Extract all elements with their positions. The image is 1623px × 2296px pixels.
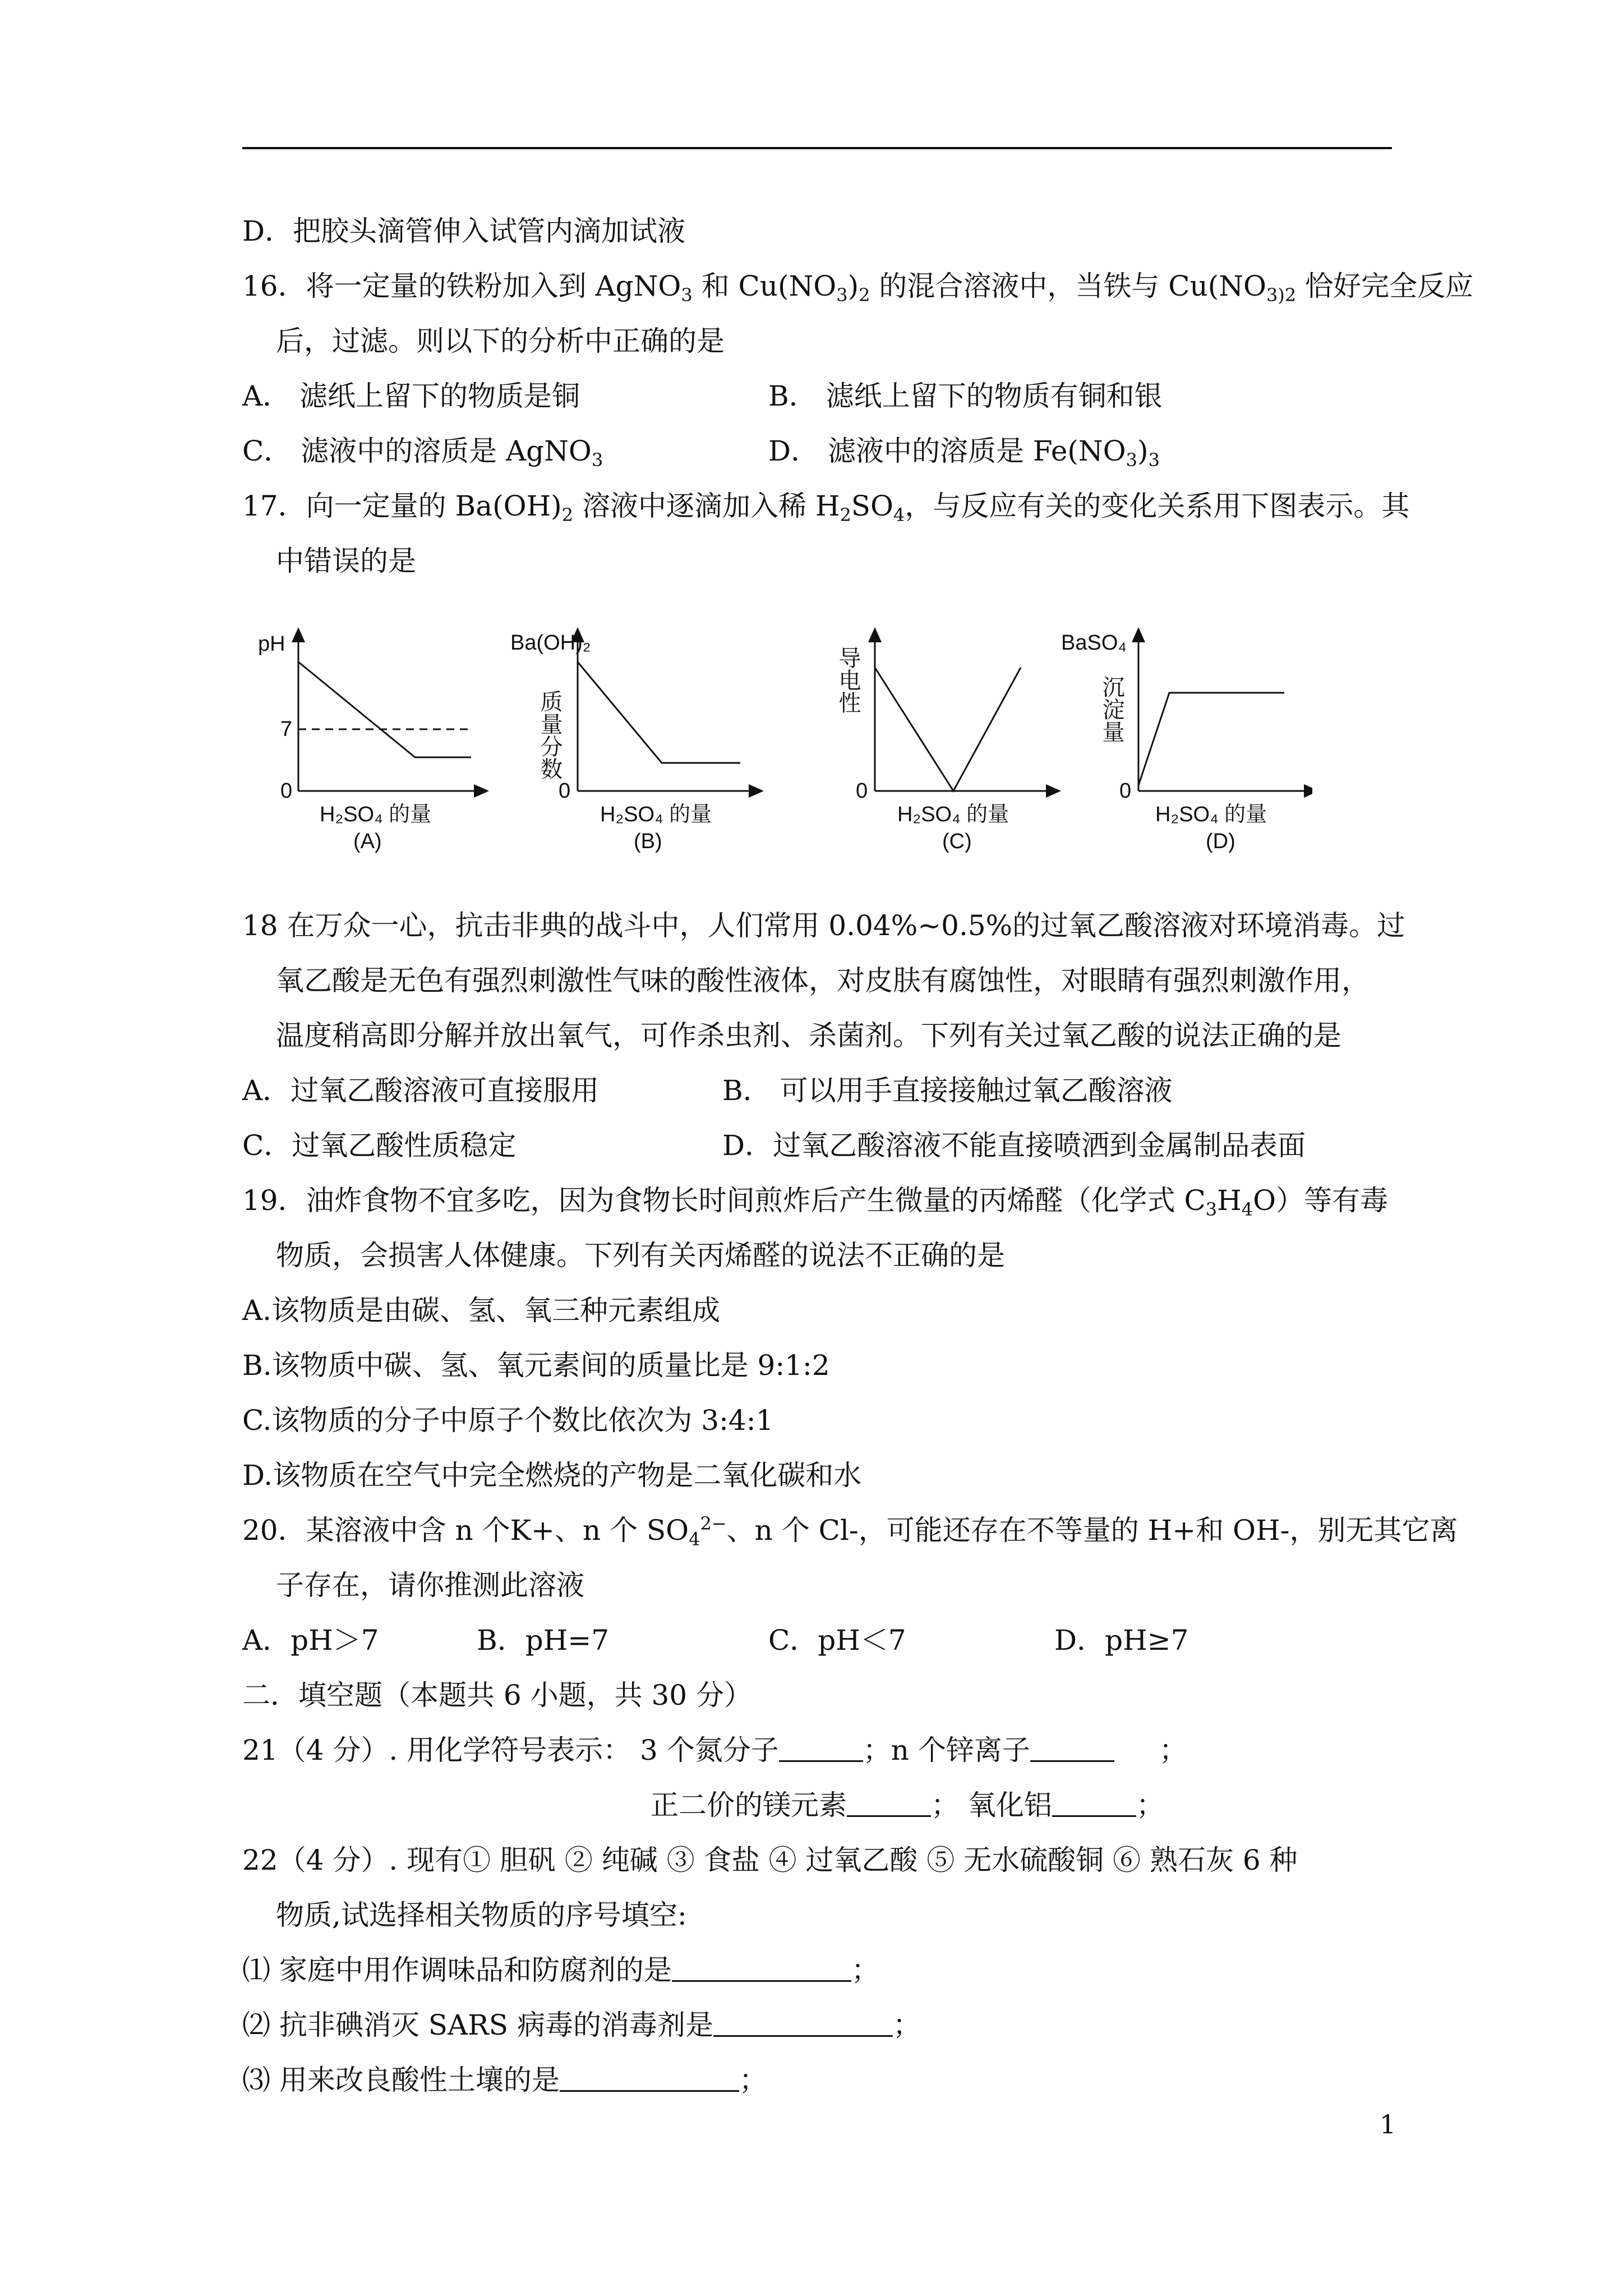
section-2-heading: 二．填空题（本题共 6 小题，共 30 分） xyxy=(242,1679,753,1711)
q17-line-2: 中错误的是 xyxy=(276,545,416,577)
header-rule xyxy=(242,147,1392,149)
graph-d xyxy=(1061,631,1312,853)
graph-c-caption: (C) xyxy=(942,830,972,853)
q18-option-a: A．过氧乙酸溶液可直接服用 xyxy=(242,1074,600,1107)
q20-line-1: 20．某溶液中含 n 个K+、n 个 $SO_4^{2-}$、n 个 Cl-，可能还存在不等量的 H+和 OH-，别无其它离 xyxy=(242,1513,1458,1550)
q21-blank-3[interactable] xyxy=(847,1791,931,1817)
q22-line-2: 物质,试选择相关物质的序号填空: xyxy=(276,1899,687,1931)
graph-a xyxy=(258,632,482,853)
graph-a-ylabel: pH xyxy=(258,632,285,656)
q20-option-d: D．pH≥7 xyxy=(1054,1624,1189,1657)
q19-option-c: C.该物质的分子中原子个数比依次为 3:4:1 xyxy=(242,1404,774,1437)
q20-line-2: 子存在，请你推测此溶液 xyxy=(276,1569,584,1602)
graph-d-xlabel: H₂SO₄ 的量 xyxy=(1155,803,1267,826)
q20-option-c: C．pH＜7 xyxy=(768,1624,906,1657)
q22-item-1: ⑴ 家庭中用作调味品和防腐剂的是 ； xyxy=(242,1954,879,1986)
page-number: 1 xyxy=(1380,2109,1396,2139)
q18-option-d: D．过氧乙酸溶液不能直接喷洒到金属制品表面 xyxy=(722,1129,1306,1162)
graph-d-ylabel-top: BaSO₄ xyxy=(1061,631,1127,655)
q21-blank-4[interactable] xyxy=(1052,1791,1136,1817)
graph-b-ylabel-top: Ba(OH)₂ xyxy=(510,631,591,655)
q16-option-b: B． 滤纸上留下的物质有铜和银 xyxy=(768,380,1163,412)
q17-graphs-figure xyxy=(247,617,1312,875)
q18-line-1: 18 在万众一心，抗击非典的战斗中，人们常用 0.04%~0.5%的过氧乙酸溶液对环境消毒。过 xyxy=(242,909,1405,942)
q21-line-2: 正二价的镁元素 ； 氧化铝 ； xyxy=(651,1789,1164,1821)
graph-c xyxy=(836,634,1054,853)
graph-c-xlabel: H₂SO₄ 的量 xyxy=(897,803,1009,826)
q19-option-b: B.该物质中碳、氢、氧元素间的质量比是 9:1:2 xyxy=(242,1349,830,1382)
q22-item-2: ⑵ 抗非碘消灭 SARS 病毒的消毒剂是 ； xyxy=(242,2009,921,2041)
q16-line-2: 后，过滤。则以下的分析中正确的是 xyxy=(276,325,725,357)
graph-b-caption: (B) xyxy=(634,830,662,853)
graph-b xyxy=(510,631,757,853)
q22-blank-1[interactable] xyxy=(672,1955,851,1982)
q18-line-3: 温度稍高即分解并放出氧气，可作杀虫剂、杀菌剂。下列有关过氧乙酸的说法正确的是 xyxy=(276,1019,1341,1052)
graph-c-ylabel: 导电性 xyxy=(836,646,860,714)
q22-blank-2[interactable] xyxy=(713,2010,893,2037)
q22-item-3: ⑶ 用来改良酸性土壤的是 ； xyxy=(242,2064,767,2096)
q16-option-a: A． 滤纸上留下的物质是铜 xyxy=(242,380,580,412)
graph-d-zero: 0 xyxy=(1119,779,1132,803)
q15-option-d: D．把胶头滴管伸入试管内滴加试液 xyxy=(242,215,686,247)
graph-d-caption: (D) xyxy=(1206,830,1235,853)
graph-a-zero: 0 xyxy=(280,779,293,803)
q19-option-d: D.该物质在空气中完全燃烧的产物是二氧化碳和水 xyxy=(242,1459,862,1492)
q22-blank-3[interactable] xyxy=(560,2065,739,2092)
graph-a-caption: (A) xyxy=(353,830,382,853)
graph-b-xlabel: H₂SO₄ 的量 xyxy=(600,803,712,826)
graph-c-zero: 0 xyxy=(856,779,868,803)
graph-b-ylabel: 质量分数 xyxy=(537,690,562,780)
q21-blank-2[interactable] xyxy=(1030,1736,1114,1762)
q19-line-2: 物质，会损害人体健康。下列有关丙烯醛的说法不正确的是 xyxy=(276,1239,1005,1272)
graph-d-ylabel: 沉淀量 xyxy=(1099,675,1124,743)
graph-a-xlabel: H₂SO₄ 的量 xyxy=(320,803,432,826)
q19-line-1: 19．油炸食物不宜多吃，因为食物长时间煎炸后产生微量的丙烯醛（化学式 $C_3H_4O$）等有毒 xyxy=(242,1184,1389,1220)
q19-option-a: A.该物质是由碳、氢、氧三种元素组成 xyxy=(242,1294,721,1327)
q22-line-1: 22（4 分）. 现有① 胆矾 ② 纯碱 ③ 食盐 ④ 过氧乙酸 ⑤ 无水硫酸铜 ⑥ 熟石灰 6 种 xyxy=(242,1844,1298,1876)
q18-line-2: 氧乙酸是无色有强烈刺激性气味的酸性液体，对皮肤有腐蚀性，对眼睛有强烈刺激作用， xyxy=(276,964,1370,997)
q16-line-1: 16．将一定量的铁粉加入到 AgNO$_3$ 和 $Cu(NO_3)_2$ 的混合溶液中，当铁与 $Cu(NO_{3)2}$ 恰好完全反应 xyxy=(242,270,1474,306)
q20-option-b: B．pH=7 xyxy=(477,1624,610,1657)
q16-option-c: C． 滤液中的溶质是 AgNO$_3$ xyxy=(242,435,603,471)
q20-option-a: A．pH＞7 xyxy=(242,1624,379,1657)
q21-blank-1[interactable] xyxy=(779,1736,863,1762)
q17-line-1: 17．向一定量的 $Ba(OH)_2$ 溶液中逐滴加入稀 $H_2SO_4$，与反应有关的变化关系用下图表示。其 xyxy=(242,490,1410,526)
graph-a-seven: 7 xyxy=(280,717,293,741)
q21-line-1: 21（4 分）. 用化学符号表示： 3 个氮分子 ；n 个锌离子 ； xyxy=(242,1734,1187,1766)
graph-b-zero: 0 xyxy=(559,779,571,803)
q16-option-d: D． 滤液中的溶质是 $Fe(NO_3)_3$ xyxy=(768,435,1160,471)
q18-option-b: B． 可以用手直接接触过氧乙酸溶液 xyxy=(722,1074,1173,1107)
q18-option-c: C．过氧乙酸性质稳定 xyxy=(242,1129,517,1162)
